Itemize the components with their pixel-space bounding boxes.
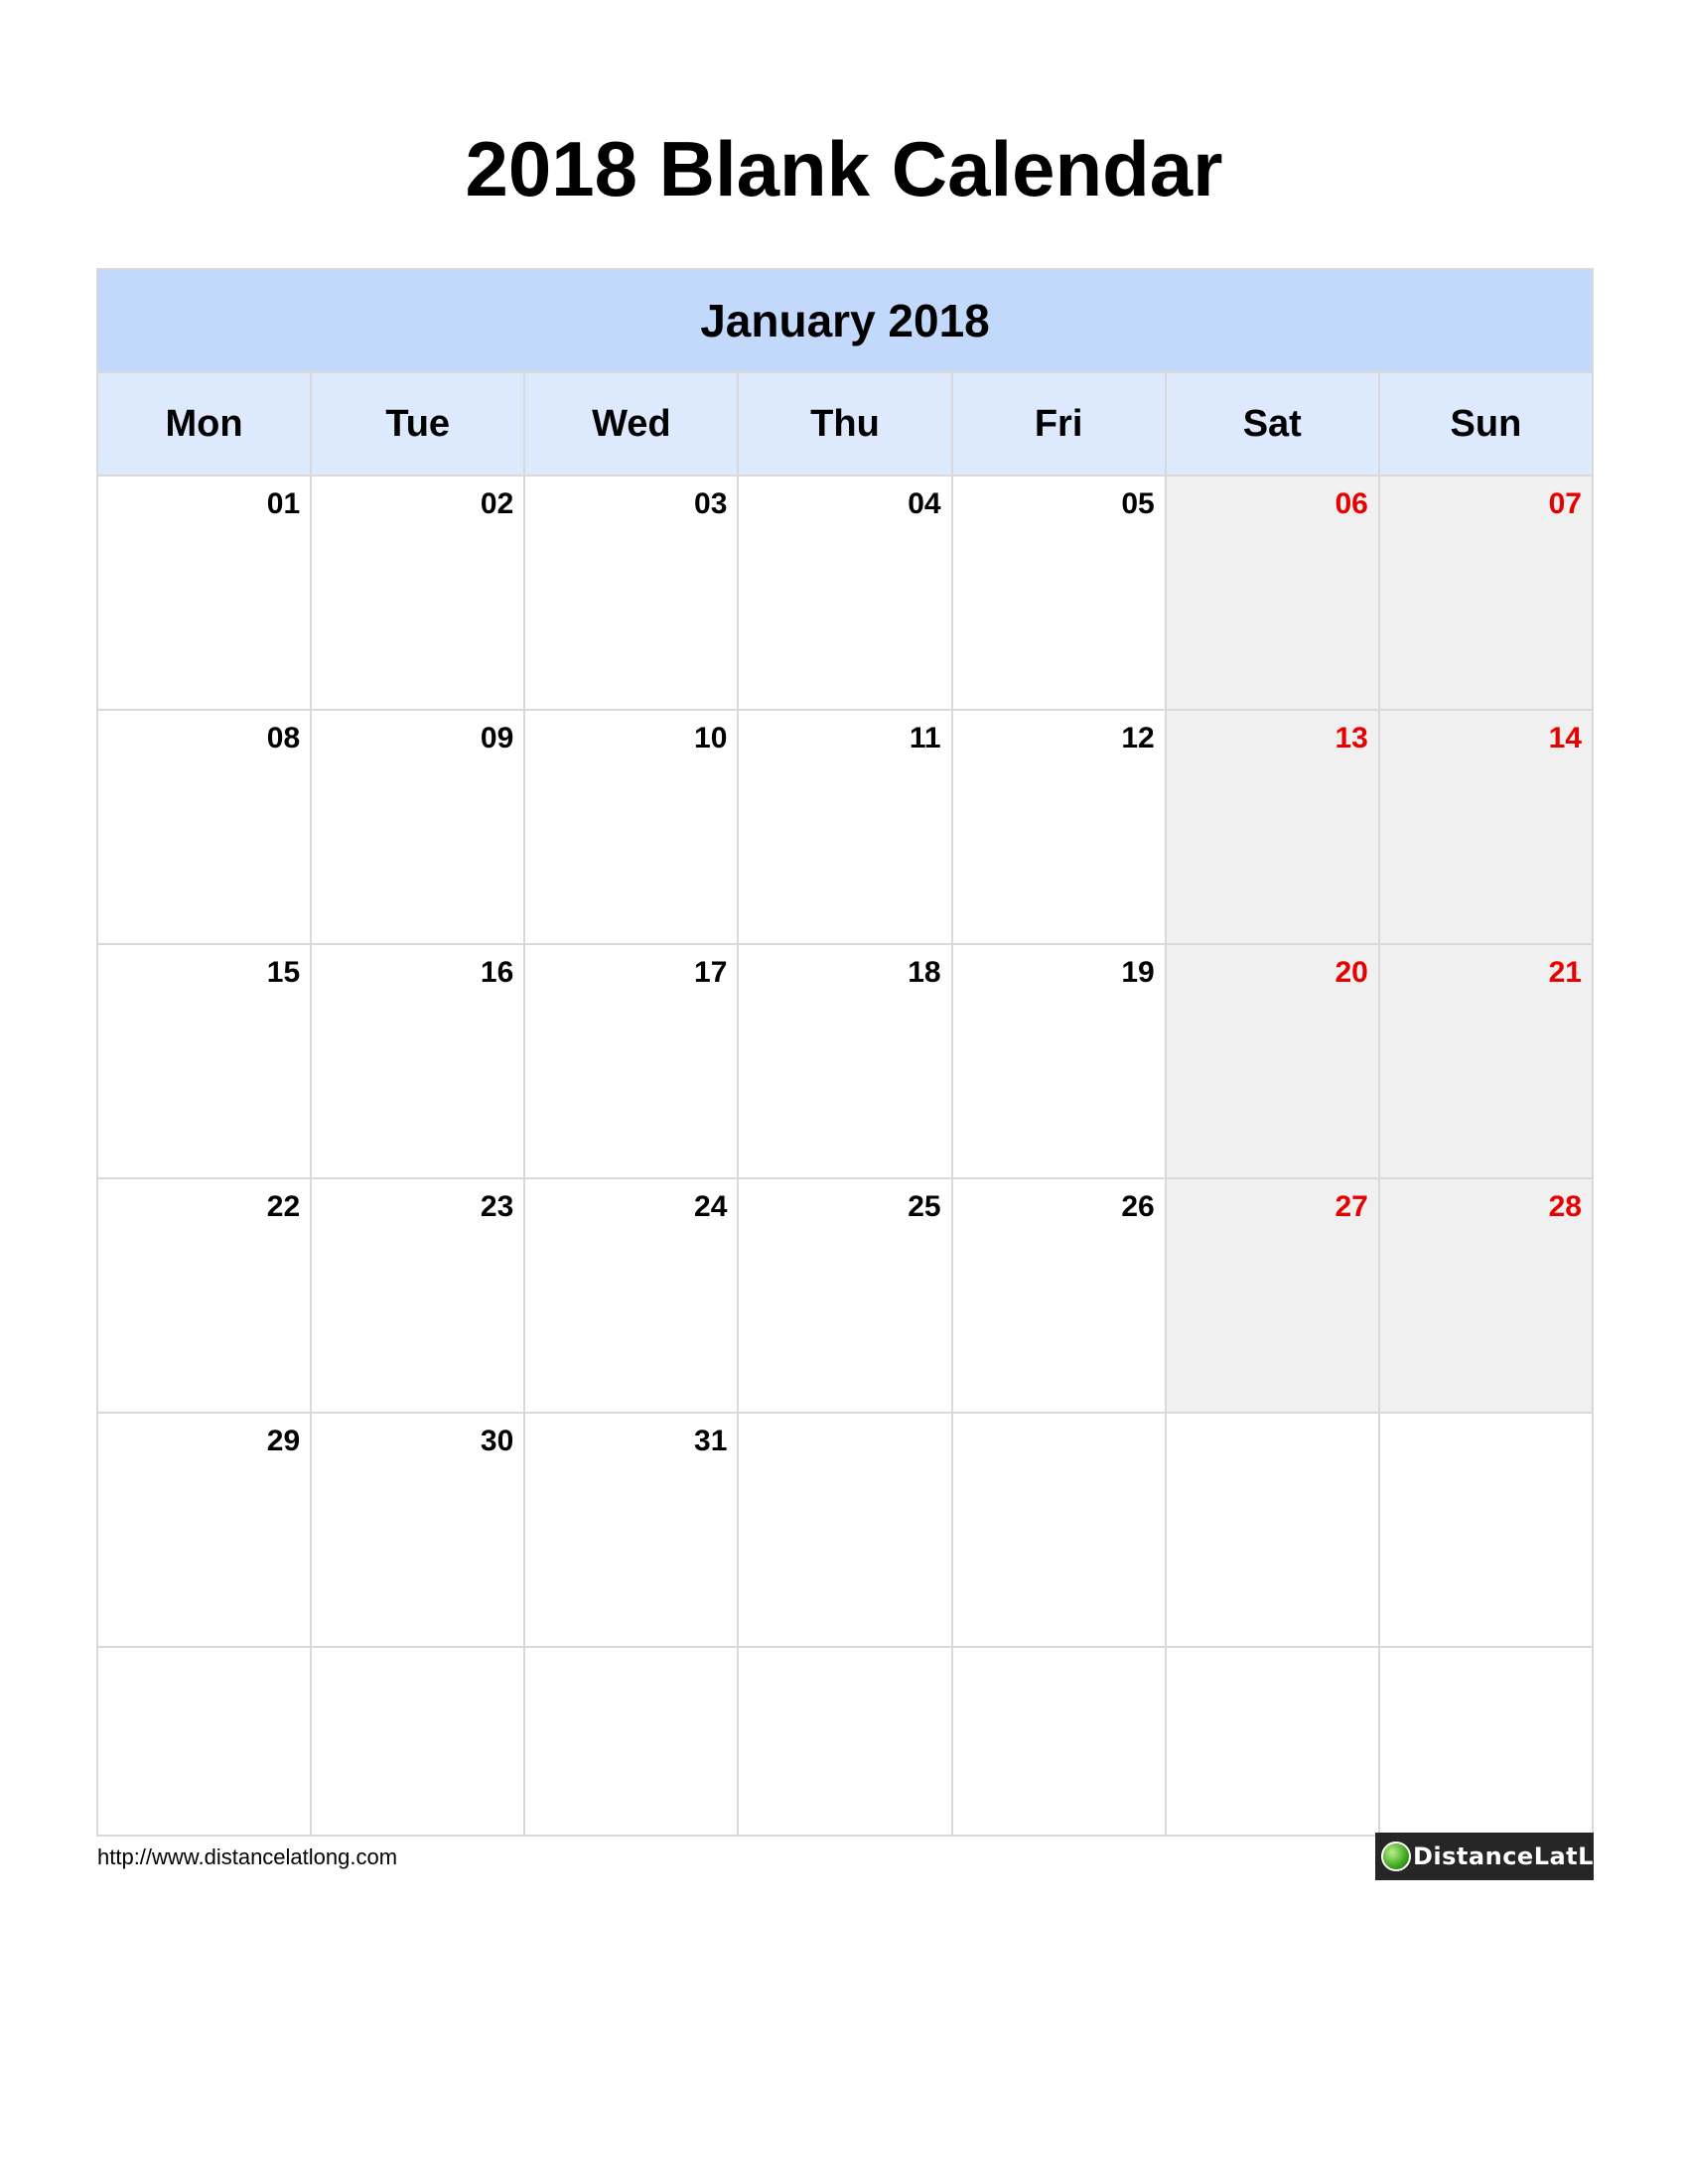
day-cell — [1379, 1413, 1593, 1647]
day-cell — [738, 944, 951, 1178]
day-number — [98, 1648, 310, 1658]
weekday-mon: Mon — [97, 372, 311, 476]
week-row — [97, 476, 1593, 710]
month-header: January 2018 — [97, 269, 1593, 372]
day-number: 09 — [480, 722, 514, 754]
day-cell — [97, 1647, 311, 1836]
weekday-header-row — [97, 372, 1593, 476]
day-cell — [738, 1647, 951, 1836]
day-cell — [524, 710, 738, 944]
day-cell — [952, 1413, 1166, 1647]
day-number: 30 — [480, 1425, 514, 1457]
weekday-sat: Sat — [1166, 372, 1379, 476]
day-cell — [97, 944, 311, 1178]
day-number: 26 — [1121, 1190, 1155, 1223]
day-number: 18 — [908, 956, 941, 989]
day-number — [739, 1414, 950, 1424]
day-number — [312, 1648, 523, 1658]
weekend-day-cell — [1166, 476, 1379, 710]
week-row — [97, 1413, 1593, 1647]
day-cell — [311, 1647, 524, 1836]
day-cell — [738, 1413, 951, 1647]
day-cell — [952, 710, 1166, 944]
day-number: 24 — [694, 1190, 728, 1223]
weekend-day-number — [1380, 1414, 1592, 1424]
day-number: 03 — [694, 487, 728, 520]
day-number: 04 — [908, 487, 941, 520]
day-cell — [738, 476, 951, 710]
day-cell — [1166, 1413, 1379, 1647]
day-number: 17 — [694, 956, 728, 989]
footer-url-link[interactable]: http://www.distancelatlong.com — [97, 1844, 398, 1869]
day-number: 08 — [266, 722, 301, 754]
weekend-day-number: 13 — [1335, 722, 1368, 754]
day-cell — [311, 1178, 524, 1413]
weekend-day-number: 28 — [1548, 1190, 1582, 1223]
day-number: 01 — [266, 487, 301, 520]
weekend-day-number: 06 — [1335, 487, 1368, 520]
calendar-table — [96, 268, 1594, 1837]
weekend-day-cell — [1379, 710, 1593, 944]
day-cell — [524, 944, 738, 1178]
globe-icon — [1381, 1842, 1411, 1871]
day-cell — [311, 944, 524, 1178]
day-number: 15 — [266, 956, 301, 989]
day-number: 29 — [266, 1425, 301, 1457]
day-cell — [524, 1647, 738, 1836]
day-cell — [524, 1178, 738, 1413]
weekend-day-cell — [1379, 944, 1593, 1178]
day-cell — [1166, 1647, 1379, 1836]
page-title: 2018 Blank Calendar — [465, 125, 1223, 212]
day-cell — [311, 1413, 524, 1647]
day-cell — [97, 476, 311, 710]
day-number: 05 — [1121, 487, 1155, 520]
day-number — [525, 1648, 737, 1658]
day-cell — [311, 710, 524, 944]
weekend-day-number: 27 — [1335, 1190, 1368, 1223]
weekend-day-number: 20 — [1335, 956, 1368, 989]
day-number: 12 — [1121, 722, 1155, 754]
logo-text: DistanceLatLong — [1413, 1843, 1646, 1870]
day-cell — [1379, 1647, 1593, 1836]
weekend-day-cell — [1166, 944, 1379, 1178]
weekend-day-number: 14 — [1548, 722, 1582, 754]
day-number: 10 — [694, 722, 728, 754]
day-cell — [952, 1647, 1166, 1836]
week-row — [97, 944, 1593, 1178]
day-number: 19 — [1121, 956, 1155, 989]
day-number: 23 — [480, 1190, 514, 1223]
weekend-day-number — [1167, 1648, 1378, 1658]
day-cell — [952, 476, 1166, 710]
day-cell — [311, 476, 524, 710]
weekday-sun: Sun — [1379, 372, 1593, 476]
day-cell — [952, 944, 1166, 1178]
day-number — [953, 1414, 1165, 1424]
weekend-day-cell — [1379, 1178, 1593, 1413]
week-row — [97, 1178, 1593, 1413]
weekend-day-number: 07 — [1548, 487, 1582, 520]
weekday-thu: Thu — [738, 372, 951, 476]
week-row — [97, 710, 1593, 944]
weekday-fri: Fri — [952, 372, 1166, 476]
weekend-day-number — [1380, 1648, 1592, 1658]
day-number: 25 — [908, 1190, 941, 1223]
weekend-day-number: 21 — [1548, 956, 1582, 989]
distancelatlong-logo[interactable] — [1375, 1833, 1646, 1880]
weekday-wed: Wed — [524, 372, 738, 476]
day-number: 02 — [480, 487, 514, 520]
day-cell — [952, 1178, 1166, 1413]
week-row — [97, 1647, 1593, 1836]
day-cell — [97, 1178, 311, 1413]
day-number: 11 — [909, 722, 941, 754]
day-number: 22 — [266, 1190, 301, 1223]
day-cell — [524, 476, 738, 710]
day-cell — [738, 1178, 951, 1413]
weekend-day-cell — [1166, 710, 1379, 944]
weekend-day-cell — [1166, 1178, 1379, 1413]
weekend-day-cell — [1379, 476, 1593, 710]
day-cell — [97, 710, 311, 944]
day-cell — [738, 710, 951, 944]
day-number: 16 — [480, 956, 514, 989]
day-number — [739, 1648, 950, 1658]
weekday-tue: Tue — [311, 372, 524, 476]
day-cell — [524, 1413, 738, 1647]
day-cell — [97, 1413, 311, 1647]
day-number: 31 — [694, 1425, 728, 1457]
weekend-day-number — [1167, 1414, 1378, 1424]
day-number — [953, 1648, 1165, 1658]
